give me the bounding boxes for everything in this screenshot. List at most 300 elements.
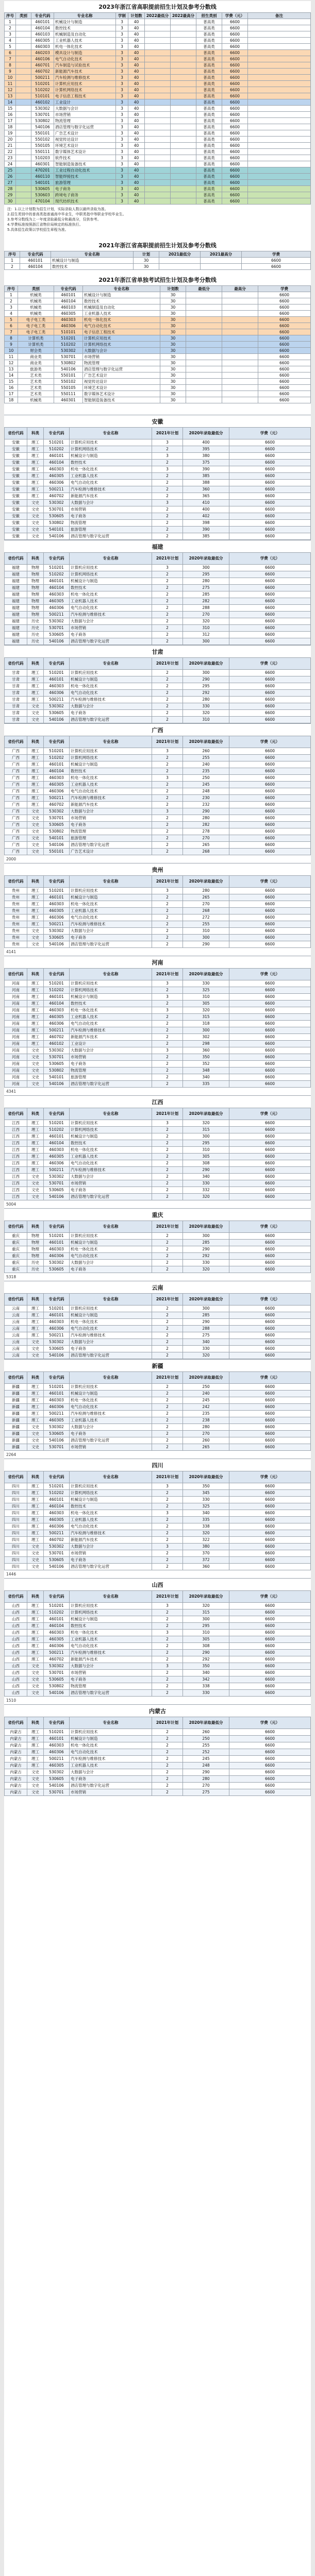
table-cell: 6600 <box>229 1510 311 1517</box>
column-header: 学费（元） <box>229 1372 311 1384</box>
table-cell: 汽车检测与维修技术 <box>70 795 152 802</box>
table-cell: 内蒙古 <box>5 1756 27 1762</box>
table-cell: 340 <box>183 1510 229 1517</box>
table-cell: 30 <box>160 342 186 348</box>
table-cell: 20 <box>5 137 16 143</box>
table-cell: 40 <box>128 31 145 38</box>
table-cell <box>16 106 31 112</box>
table-row <box>5 112 311 118</box>
table-cell: 河南 <box>5 987 27 994</box>
table-cell: 265 <box>183 894 229 901</box>
table-cell: 6600 <box>229 585 311 591</box>
table-cell: 新能源汽车技术 <box>70 1537 152 1544</box>
column-header: 学费（元） <box>229 1471 311 1483</box>
table-cell: 理工 <box>27 1160 44 1167</box>
table-cell: 重庆 <box>5 1233 27 1240</box>
table-cell: 8 <box>5 62 16 69</box>
column-header: 专业代码 <box>44 969 70 980</box>
column-header: 2021最高分 <box>201 251 242 258</box>
table-row <box>5 38 311 44</box>
table-cell: 安徽 <box>5 439 27 446</box>
column-header: 省份代码 <box>5 428 27 439</box>
table-cell: 460301 <box>31 161 54 167</box>
table-cell: 460104 <box>44 1623 70 1630</box>
table-cell: 460306 <box>44 1253 70 1260</box>
table-row <box>5 1391 311 1397</box>
table-cell: 内蒙古 <box>5 1783 27 1789</box>
table-cell: 云南 <box>5 1346 27 1352</box>
column-header: 2021年计划 <box>152 428 183 439</box>
table-cell: 6600 <box>229 808 311 815</box>
table-row <box>5 174 311 180</box>
table-cell: 530302 <box>44 1047 70 1054</box>
table-cell: 2 <box>152 1503 183 1510</box>
table-cell: 理工 <box>27 795 44 802</box>
table-row <box>5 849 311 855</box>
table-cell: 460303 <box>44 1246 70 1253</box>
table-cell: 11 <box>5 354 18 360</box>
table-cell: 460104 <box>31 25 54 31</box>
table-cell: 268 <box>183 908 229 914</box>
table-cell: 6600 <box>229 1391 311 1397</box>
table-cell: 250 <box>183 1384 229 1391</box>
table-cell: 广西 <box>5 795 27 802</box>
table-cell: 江西 <box>5 1154 27 1160</box>
table-cell: 内蒙古 <box>5 1789 27 1796</box>
table-cell: 3 <box>116 87 128 93</box>
column-header: 科类 <box>27 1372 44 1384</box>
table-cell: 248 <box>183 1762 229 1769</box>
table-cell: 计算机类 <box>18 342 54 348</box>
table-cell <box>222 311 258 317</box>
table-cell: 270 <box>183 901 229 908</box>
table-cell: 普高类 <box>196 161 222 167</box>
table-cell: 530701 <box>44 1180 70 1187</box>
table-cell: 6600 <box>229 638 311 645</box>
table-cell: 工业设计 <box>70 1041 152 1047</box>
table-cell: 12 <box>5 360 18 366</box>
table-cell: 普高类 <box>196 56 222 62</box>
table-cell: 460103 <box>31 31 54 38</box>
table-cell: 40 <box>128 69 145 75</box>
table-cell: 计算机应用技术 <box>70 1306 152 1312</box>
table-cell: 19 <box>5 130 16 137</box>
table-cell: 340 <box>183 1174 229 1180</box>
table-cell: 6600 <box>229 1769 311 1776</box>
table-row <box>5 130 311 137</box>
table-cell: 酒店管理与数字化运营 <box>70 717 152 723</box>
table-cell: 6600 <box>229 565 311 571</box>
province-title: 重庆 <box>4 1208 311 1221</box>
table-cell: 2 <box>152 1736 183 1742</box>
table-row <box>5 180 311 186</box>
table-cell: 理工 <box>27 1007 44 1014</box>
table-row <box>5 69 311 75</box>
table-cell: 14 <box>5 99 16 106</box>
table-cell: 四川 <box>5 1483 27 1490</box>
table-cell: 3 <box>116 118 128 124</box>
table-cell: 6600 <box>229 901 311 908</box>
column-header: 专业代码 <box>54 286 83 292</box>
column-header: 专业名称 <box>70 1108 152 1120</box>
table-cell: 6600 <box>222 149 248 155</box>
table-cell: 机械设计与制造 <box>70 1240 152 1246</box>
table-cell: 文史 <box>27 1437 44 1444</box>
column-header: 学制 <box>116 13 128 19</box>
table-cell <box>222 391 258 397</box>
table-row <box>5 1490 311 1497</box>
table-cell: 372 <box>183 1557 229 1564</box>
table-cell: 460104 <box>20 264 51 270</box>
table-cell: 计算机应用技术 <box>70 565 152 571</box>
table-cell: 江西 <box>5 1140 27 1147</box>
table-row <box>5 1603 311 1609</box>
table-cell: 2 <box>152 618 183 625</box>
table-cell: 安徽 <box>5 453 27 460</box>
table-row <box>5 44 311 50</box>
table-cell: 山西 <box>5 1609 27 1616</box>
table-cell: 酒店管理与数字化运营 <box>70 1783 152 1789</box>
table-cell: 2 <box>152 1656 183 1663</box>
table-cell: 288 <box>183 1326 229 1332</box>
table-cell: 云南 <box>5 1326 27 1332</box>
table-cell: 机械制造及自动化 <box>54 31 116 38</box>
table-cell: 2 <box>152 520 183 527</box>
table-cell: 460101 <box>44 676 70 683</box>
table-cell: 云南 <box>5 1339 27 1346</box>
table-cell: 385 <box>183 533 229 540</box>
table-cell: 计算机网络技术 <box>70 1490 152 1497</box>
column-header: 专业名称 <box>70 658 152 670</box>
table-cell: 280 <box>183 697 229 703</box>
table-cell: 40 <box>128 25 145 31</box>
table-cell: 贵州 <box>5 941 27 948</box>
column-header: 科类 <box>27 1717 44 1729</box>
table-cell: 理工 <box>27 1120 44 1127</box>
table-cell: 视觉传达设计 <box>83 379 160 385</box>
table-cell: 292 <box>183 1656 229 1663</box>
table-cell: 460104 <box>44 1140 70 1147</box>
table-cell: 机械设计与制造 <box>70 1133 152 1140</box>
table-cell <box>222 366 258 372</box>
table-cell: 6600 <box>229 1326 311 1332</box>
table-cell: 300 <box>183 565 229 571</box>
table-cell: 理工 <box>27 460 44 466</box>
table-row <box>5 258 311 264</box>
column-header: 省份代码 <box>5 1717 27 1729</box>
table-cell: 2 <box>152 1643 183 1650</box>
table-cell <box>222 323 258 329</box>
table-cell <box>171 69 196 75</box>
table-cell: 3 <box>116 106 128 112</box>
column-header: 科类 <box>27 1108 44 1120</box>
table-row <box>5 520 311 527</box>
table-cell: 312 <box>183 632 229 638</box>
table-cell: 2 <box>152 486 183 493</box>
table-cell: 普高类 <box>196 124 222 130</box>
table-cell: 460101 <box>44 578 70 585</box>
table-cell: 338 <box>183 1523 229 1530</box>
table-cell: 数控技术 <box>70 1140 152 1147</box>
table-cell: 模具设计与制造 <box>54 50 116 56</box>
table-cell <box>171 118 196 124</box>
table-cell: 四川 <box>5 1544 27 1550</box>
table-cell: 理工 <box>27 1523 44 1530</box>
table-cell: 2 <box>152 1623 183 1630</box>
table-cell: 机电一体化技术 <box>70 1246 152 1253</box>
table-cell: 3 <box>152 994 183 1001</box>
table-cell: 文史 <box>27 822 44 828</box>
table-cell: 广西 <box>5 761 27 768</box>
table-cell: 电气自动化技术 <box>70 480 152 486</box>
table-cell: 工业机器人技术 <box>54 38 116 44</box>
table-cell: 2 <box>152 1384 183 1391</box>
table-cell: 295 <box>183 1140 229 1147</box>
table-cell: 16 <box>5 112 16 118</box>
table-cell: 普高类 <box>196 99 222 106</box>
column-header: 学费（元） <box>229 1221 311 1233</box>
table-cell: 广西 <box>5 808 27 815</box>
table-cell: 40 <box>128 143 145 149</box>
table-cell <box>16 155 31 161</box>
table-cell: 255 <box>183 1742 229 1749</box>
table-cell: 酒店管理与数字化运营 <box>70 1564 152 1570</box>
table-cell <box>171 130 196 137</box>
table-cell: 6600 <box>229 1530 311 1537</box>
table-cell: 机电一体化技术 <box>70 1510 152 1517</box>
table-cell: 540106 <box>31 124 54 130</box>
province-table <box>4 1590 311 1697</box>
table-cell: 安徽 <box>5 480 27 486</box>
province-code: 4341 <box>6 1089 16 1094</box>
table-row <box>5 1411 311 1417</box>
table-cell: 460203 <box>31 50 54 56</box>
table-cell: 文史 <box>27 935 44 941</box>
column-header: 省份代码 <box>5 1108 27 1120</box>
table-cell: 河南 <box>5 1021 27 1027</box>
column-header: 专业名称 <box>70 736 152 748</box>
table-cell: 40 <box>128 19 145 25</box>
table-cell: 530302 <box>31 106 54 112</box>
table-cell: 物理 <box>27 565 44 571</box>
table-cell: 460104 <box>44 1001 70 1007</box>
table-row <box>5 1636 311 1643</box>
column-header: 科类 <box>27 1221 44 1233</box>
table-cell: 机电一体化技术 <box>70 901 152 908</box>
table-cell: 3 <box>152 1544 183 1550</box>
table-cell: 6600 <box>222 112 248 118</box>
table-cell: 3 <box>152 1663 183 1670</box>
table-cell: 2 <box>152 533 183 540</box>
table-cell: 6600 <box>229 987 311 994</box>
table-cell: 理工 <box>27 1140 44 1147</box>
table-cell: 6600 <box>229 1187 311 1194</box>
table-cell: 310 <box>183 1147 229 1154</box>
table-row <box>5 1683 311 1690</box>
table-cell: 342 <box>183 1676 229 1683</box>
table-cell <box>16 186 31 192</box>
table-cell <box>248 130 311 137</box>
table-cell: 2 <box>152 1417 183 1424</box>
table-cell: 530302 <box>44 703 70 710</box>
column-header: 专业名称 <box>70 428 152 439</box>
table-cell <box>186 354 222 360</box>
table-cell: 40 <box>128 186 145 192</box>
table-cell: 6600 <box>222 161 248 167</box>
table-cell: 福建 <box>5 585 27 591</box>
table-cell: 四川 <box>5 1510 27 1517</box>
table-cell: 245 <box>183 1397 229 1404</box>
table-cell: 理工 <box>27 1027 44 1034</box>
table-cell <box>171 75 196 81</box>
table-cell: 3 <box>152 775 183 782</box>
table-cell <box>145 198 171 205</box>
table-cell: 2 <box>152 591 183 598</box>
table-cell: 8 <box>5 335 18 342</box>
table-cell: 甘肃 <box>5 703 27 710</box>
table-cell <box>186 360 222 366</box>
table-row <box>5 1690 311 1697</box>
table-cell: 6600 <box>222 25 248 31</box>
table-cell: 280 <box>183 1424 229 1431</box>
table-cell: 30 <box>160 379 186 385</box>
table-cell: 电气自动化技术 <box>83 323 160 329</box>
table-cell: 6600 <box>229 1306 311 1312</box>
table-cell: 350 <box>183 1054 229 1061</box>
table-cell: 计算机网络技术 <box>70 755 152 761</box>
table-cell <box>16 69 31 75</box>
table-cell: 530302 <box>44 928 70 935</box>
table-cell: 242 <box>183 1404 229 1411</box>
table-cell: 510201 <box>54 335 83 342</box>
table-cell: 理工 <box>27 466 44 473</box>
table-cell: 540101 <box>44 835 70 842</box>
table-cell: 6600 <box>229 1339 311 1346</box>
table-cell: 6600 <box>229 1523 311 1530</box>
table-cell: 320 <box>183 618 229 625</box>
table-cell: 40 <box>128 174 145 180</box>
table-row <box>5 311 311 317</box>
table-cell: 530701 <box>44 1670 70 1676</box>
table-cell: 30 <box>160 329 186 335</box>
table-cell: 理工 <box>27 1147 44 1154</box>
table-cell: 315 <box>183 1609 229 1616</box>
table-cell: 文史 <box>27 1054 44 1061</box>
table-cell: 6600 <box>229 1417 311 1424</box>
table-cell: 2 <box>152 928 183 935</box>
table-cell: 山西 <box>5 1630 27 1636</box>
table-cell: 文史 <box>27 1431 44 1437</box>
table-cell: 6600 <box>229 1240 311 1246</box>
table-cell <box>145 112 171 118</box>
table-cell: 2 <box>152 761 183 768</box>
column-header: 专业代码 <box>44 1221 70 1233</box>
table-cell: 福建 <box>5 612 27 618</box>
table-cell: 2 <box>152 828 183 835</box>
table-cell: 300 <box>183 1027 229 1034</box>
table-cell: 530302 <box>44 1174 70 1180</box>
table-row <box>5 62 311 69</box>
table-cell <box>171 56 196 62</box>
table-cell: 275 <box>183 585 229 591</box>
table-cell: 30 <box>160 304 186 311</box>
table-cell: 6600 <box>258 317 311 323</box>
table-cell: 理工 <box>27 894 44 901</box>
column-header: 2021年计划 <box>152 658 183 670</box>
table-cell: 6600 <box>229 921 311 928</box>
table-cell: 510201 <box>44 439 70 446</box>
table-cell: 510202 <box>44 571 70 578</box>
table-cell: 2 <box>152 835 183 842</box>
table-row <box>5 1081 311 1088</box>
table-cell: 机电一体化技术 <box>70 1630 152 1636</box>
table-cell: 文史 <box>27 1663 44 1670</box>
table-cell <box>159 264 201 270</box>
table-cell <box>222 335 258 342</box>
table-cell: 文史 <box>27 1074 44 1081</box>
table-row <box>5 1444 311 1451</box>
table-cell <box>16 56 31 62</box>
table-cell: 295 <box>183 1623 229 1630</box>
table-cell: 文史 <box>27 527 44 533</box>
table-cell: 530605 <box>44 1187 70 1194</box>
table-cell: 6600 <box>229 1154 311 1160</box>
table-cell: 机械类 <box>18 292 54 298</box>
table-cell <box>171 192 196 198</box>
table-cell: 540106 <box>44 842 70 849</box>
table-cell: 460303 <box>44 1147 70 1154</box>
table-cell: 315 <box>183 1127 229 1133</box>
province-title: 安徽 <box>4 415 311 427</box>
table-cell: 普高类 <box>196 112 222 118</box>
table-cell <box>145 124 171 130</box>
table-cell: 460101 <box>31 19 54 25</box>
table-cell: 30 <box>134 264 159 270</box>
table-cell: 理工 <box>27 1510 44 1517</box>
table-cell: 理工 <box>27 788 44 795</box>
column-header: 2020年录取最低分 <box>183 969 229 980</box>
table-cell: 305 <box>183 1636 229 1643</box>
table-cell: 510201 <box>44 1384 70 1391</box>
table-row <box>5 533 311 540</box>
table-cell <box>248 198 311 205</box>
table-cell: 460101 <box>44 894 70 901</box>
table-cell: 2 <box>152 1424 183 1431</box>
table-row <box>5 264 311 270</box>
table-row <box>5 1260 311 1266</box>
table-cell: 理工 <box>27 994 44 1001</box>
table-cell: 352 <box>183 1061 229 1067</box>
table-cell: 市场营销 <box>70 1789 152 1796</box>
table-cell: 重庆 <box>5 1266 27 1273</box>
table-cell: 电气自动化技术 <box>54 56 116 62</box>
table-cell: 财会类 <box>18 348 54 354</box>
table-cell: 460305 <box>44 1417 70 1424</box>
table-cell: 理工 <box>27 1319 44 1326</box>
province-table <box>4 657 311 723</box>
table-cell: 530701 <box>44 1550 70 1557</box>
table-cell: 山西 <box>5 1623 27 1630</box>
table-cell: 文史 <box>27 1544 44 1550</box>
table-cell: 文史 <box>27 717 44 723</box>
table-row <box>5 703 311 710</box>
table-cell: 460305 <box>44 1636 70 1643</box>
table-cell: 机械设计与制造 <box>70 1497 152 1503</box>
table-cell: 2 <box>152 1517 183 1523</box>
table-cell <box>222 397 258 403</box>
table-row <box>5 124 311 130</box>
table-cell <box>186 329 222 335</box>
